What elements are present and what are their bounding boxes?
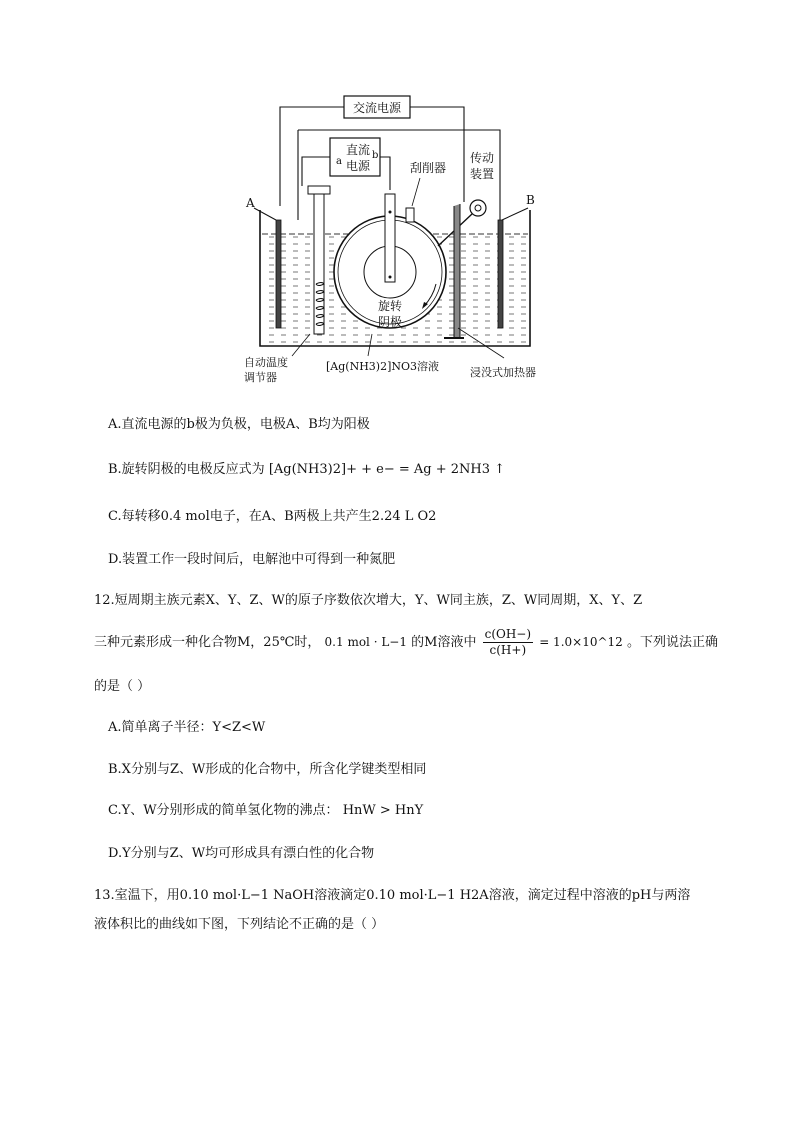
- q13-stem-line-1: 13.室温下，用0.10 mol·L−1 NaOH溶液滴定0.10 mol·L−1 H2A溶液，滴定过程中溶液的pH与两溶: [94, 888, 691, 903]
- electrolysis-apparatus-diagram: [232, 94, 558, 386]
- q12-option-c-formula: HnW > HnY: [342, 803, 424, 818]
- q11-option-b: [108, 461, 505, 479]
- q12-stem-line-3: 的是（ ）: [94, 679, 151, 694]
- dc-terminal-a: a: [336, 156, 342, 167]
- q12-fraction-denominator: c(H+): [489, 643, 527, 657]
- transmission-axle: [475, 205, 481, 211]
- solution-label: [Ag(NH3)2]NO3溶液: [326, 360, 440, 373]
- rotating-cathode-label-2: 阴极: [377, 315, 403, 329]
- q12-stem-line-2-pre: 三种元素形成一种化合物M，25℃时，: [94, 635, 321, 650]
- q12-stem-line-2-mid: 的M溶液中: [411, 635, 477, 650]
- leader-B: [502, 208, 528, 220]
- q12-stem-line-1: 12.短周期主族元素X、Y、Z、W的原子序数依次增大，Y、W同主族，Z、W同周期，X、Y、Z: [94, 593, 643, 608]
- q12-stem-line-2: [94, 626, 718, 659]
- thermostat-label-2: 调节器: [244, 371, 277, 384]
- q12-option-a: A.简单离子半径：Y<Z<W: [108, 720, 266, 735]
- dc-power-label-1: 直流: [345, 143, 371, 157]
- shaft-dot-1: [389, 211, 392, 214]
- shaft-dot-2: [389, 276, 392, 279]
- electrode-B: [498, 220, 503, 328]
- electrode-B-label: B: [526, 193, 535, 207]
- leader-A: [254, 208, 276, 220]
- dc-wire-b: [380, 157, 390, 190]
- scraper: [406, 208, 414, 222]
- rotating-cathode-label-1: 旋转: [377, 299, 403, 313]
- scraper-label: 刮削器: [409, 161, 447, 175]
- q12-ratio-value: = 1.0×10^12: [539, 635, 623, 649]
- apparatus-svg: [232, 94, 558, 386]
- electrode-A-label: A: [246, 196, 255, 210]
- q12-ratio-fraction: [483, 627, 533, 658]
- q12-fraction-numerator: c(OH−): [484, 627, 532, 641]
- q11-option-b-equation: [Ag(NH3)2]+ + e− = Ag + 2NH3 ↑: [268, 462, 506, 477]
- transmission-label-2: 装置: [469, 167, 495, 181]
- q12-option-c: [108, 802, 423, 820]
- thermostat-head: [308, 186, 330, 194]
- ac-wire-right: [410, 107, 464, 202]
- heater-label: 浸没式加热器: [470, 366, 536, 379]
- immersion-heater: [454, 204, 460, 338]
- ac-power-label: 交流电源: [352, 101, 402, 115]
- q12-option-c-prefix: C.Y、W分别形成的简单氢化物的沸点：: [108, 803, 339, 818]
- q12-option-b: B.X分别与Z、W形成的化合物中，所含化学键类型相同: [108, 762, 427, 777]
- q11-option-b-prefix: B.旋转阴极的电极反应式为: [108, 462, 265, 477]
- dc-terminal-b: b: [372, 150, 379, 161]
- dc-power-label-2: 电源: [345, 159, 371, 173]
- scraper-leader: [412, 178, 420, 206]
- transmission-label-1: 传动: [469, 151, 495, 165]
- q11-option-d: D.装置工作一段时间后，电解池中可得到一种氮肥: [108, 552, 396, 567]
- q13-stem-line-2: 液体积比的曲线如下图，下列结论不正确的是（ ）: [94, 917, 385, 932]
- electrode-A: [276, 220, 281, 328]
- cathode-shaft: [385, 194, 395, 282]
- thermostat-label-1: 自动温度: [244, 356, 288, 369]
- q11-option-c: C.每转移0.4 mol电子，在A、B两极上共产生2.24 L O2: [108, 509, 437, 524]
- q12-stem-line-2-post: 。下列说法正确: [626, 635, 718, 650]
- q12-option-d: D.Y分别与Z、W均可形成具有漂白性的化合物: [108, 846, 375, 861]
- dc-wire-a: [302, 157, 330, 186]
- q12-concentration: 0.1 mol · L−1: [324, 635, 407, 649]
- thermostat-tube: [314, 194, 324, 334]
- q11-option-a: A.直流电源的b极为负极，电极A、B均为阳极: [108, 417, 370, 432]
